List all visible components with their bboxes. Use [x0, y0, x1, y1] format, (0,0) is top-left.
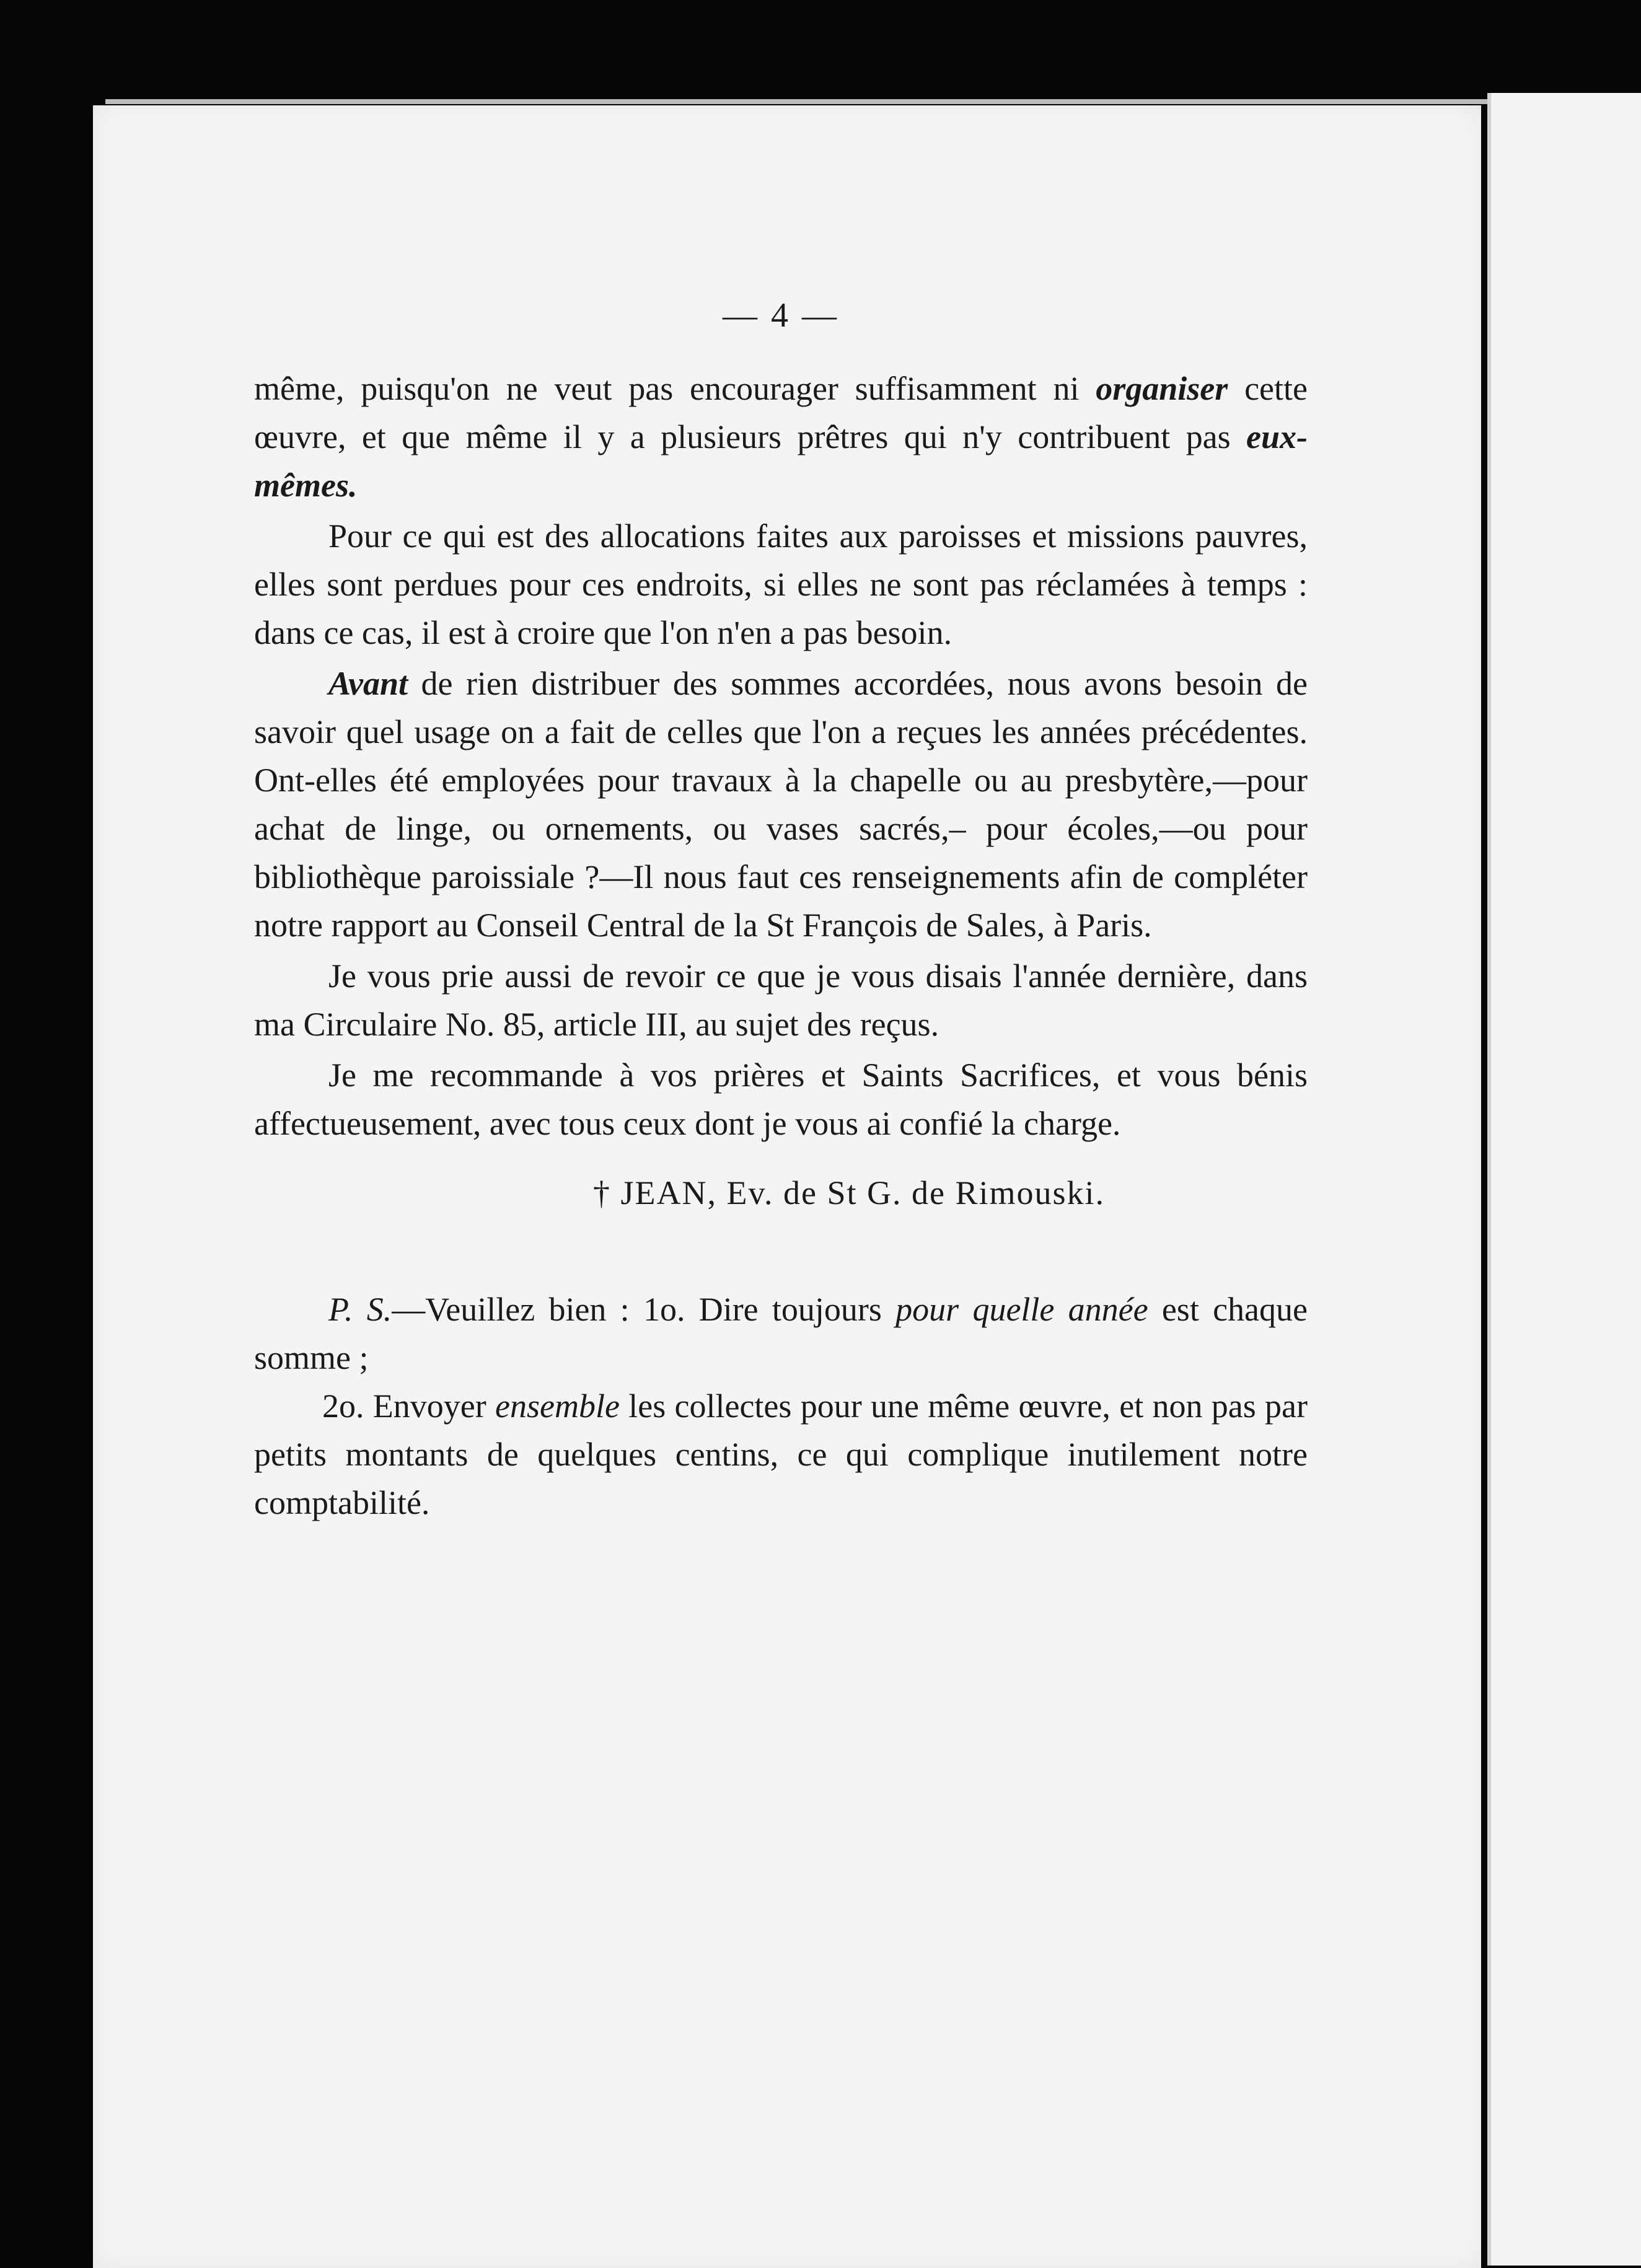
postscript-part-2: est chaque somme ; [254, 1291, 1308, 1376]
facing-page-edge [1487, 93, 1641, 2266]
paragraph-3 [254, 659, 1308, 949]
postscript-emphasis-1: pour quelle année [895, 1291, 1148, 1328]
paragraph-1-emphasis-1: organiser [1096, 370, 1228, 407]
postscript-item-2 [254, 1382, 1308, 1527]
postscript-item-2-text: les collectes pour une même œuvre, et non pas par petits montants de quelques centins, ce qui complique inutilement notre comptabilité. [254, 1387, 1308, 1521]
paragraph-5: Je me recommande à vos prières et Saints Sacrifices, et vous bénis affectueusement, avec tous ceux dont je vous ai confié la charge. [254, 1057, 1308, 1142]
paragraph-3-emphasis: Avant [328, 665, 408, 702]
page-top-edge [105, 99, 1506, 104]
paragraph-1 [254, 364, 1308, 509]
postscript-item-2-prefix: 2o. Envoyer [322, 1387, 496, 1425]
paragraph-3-text: de rien distribuer des sommes accordées, nous avons besoin de savoir quel usage on a fait de celles que l'on a reçues les années précédentes. Ont-elles été employées pour travaux à la chapelle ou au presbytère,—pour achat de linge, ou ornements, ou vases sacrés,– pour écoles,—ou pour bibliothèque paroissiale ?—Il nous faut ces renseignements afin de compléter notre rapport au Conseil Central de la St François de Sales, à Paris. [254, 665, 1308, 944]
postscript-label: P. S. [328, 1291, 392, 1328]
signature: † JEAN, Ev. de St G. de Rimouski. [593, 1174, 1105, 1211]
paragraph-1-part-2: cette œuvre, et que même il y a plusieurs prêtres qui n'y contribuent pas [254, 370, 1308, 455]
paragraph-4: Je vous prie aussi de revoir ce que je vous disais l'année dernière, dans ma Circulaire No. 85, article III, au sujet des reçus. [254, 957, 1308, 1043]
postscript [254, 1285, 1308, 1382]
paragraph-1-part-1: même, puisqu'on ne veut pas encourager suffisamment ni [254, 370, 1096, 407]
postscript-part-1: —Veuillez bien : 1o. Dire toujours [392, 1291, 896, 1328]
postscript-item-2-emphasis: ensemble [495, 1387, 620, 1425]
paragraph-2: Pour ce qui est des allocations faites aux paroisses et missions pauvres, elles sont perdues pour ces endroits, si elles ne sont pas réclamées à temps : dans ce cas, il est à croire que l'on n'en a pas besoin. [254, 517, 1308, 651]
page-number: — 4 — [723, 296, 839, 335]
page-text [254, 291, 1308, 1527]
paragraph-1-emphasis-2: eux-mêmes. [254, 418, 1308, 504]
